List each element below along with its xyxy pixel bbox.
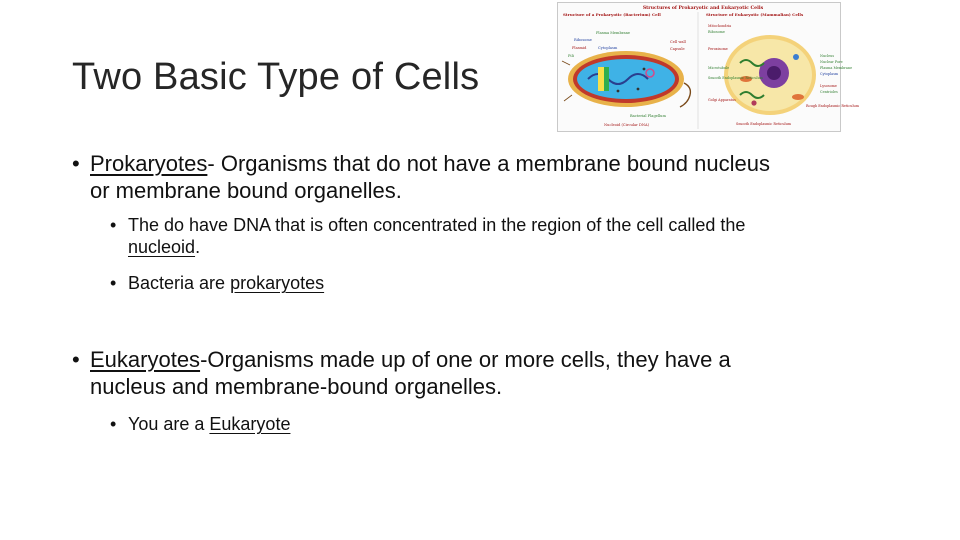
prok-label-pili: Pili [568,54,574,58]
term-nucleoid: nucleoid [128,237,196,257]
term-eukaryote: Eukaryote [209,414,291,434]
euk-label-mitochondria: Mitochondria [708,24,732,28]
euk-label-golgi: Golgi Apparatus [708,98,736,102]
euk-label-nucleus: Nucleus [820,54,835,58]
prok-label-ribosome: Ribosome [574,38,592,42]
euk-label-microtubule: Microtubule [708,66,730,70]
prok-label-cell-wall: Cell wall [670,40,686,44]
sub-bullet-dot: • [110,273,117,293]
sub-bullet-nucleoid-line2: nucleoid. [128,237,201,257]
diagram-heading: Structures of Prokaryotic and Eukaryotic Cells [642,6,764,11]
bullet-dot: • [72,347,80,372]
euk-label-smooth-er-bottom: Smooth Endoplasmic Reticulum [736,122,791,126]
prokaryotes-definition: - Organisms that do not have a membrane bound nucleus [207,151,770,176]
bullet-eukaryotes-line2: nucleus and membrane-bound organelles. [90,374,503,399]
euk-label-plasma-membrane: Plasma Membrane [820,66,853,70]
bullet-prokaryotes-line2: or membrane bound organelles. [90,178,402,203]
eukaryote-cell-drawing [724,35,816,115]
euk-label-nuclear-pore: Nuclear Pore [820,60,843,64]
diagram-right-caption: Structure of Eukaryotic (Mammalian) Cells [706,12,804,17]
sub-bullet-dot: • [110,414,117,434]
prokaryote-cell-drawing [562,51,690,107]
bullet-prokaryotes-line1 [90,150,920,177]
euk-label-lysosome: Lysosome [820,84,837,88]
sub-bullet-dot: • [110,215,117,235]
prok-label-plasma-membrane: Plasma Membrane [596,31,631,35]
euk-label-ribosome: Ribosome [708,30,725,34]
euk-label-cytoplasm: Cytoplasm [820,72,839,76]
prok-label-cytoplasm: Cytoplasm [598,46,618,50]
euk-label-smooth-er: Smooth Endoplasmic Reticulum [708,76,763,80]
euk-label-rough-er: Rough Endoplasmic Reticulum [806,104,859,108]
sub-bullet-nucleoid [110,214,918,258]
bacteria-text: Bacteria are [128,273,231,293]
eukaryotes-definition: -Organisms made up of one or more cells, they have a [200,347,731,372]
term-eukaryotes: Eukaryotes [90,347,201,372]
diagram-left-caption: Structure of a Prokaryotic (Bacterium) Cell [563,12,661,17]
bullet-eukaryotes [72,346,920,400]
euk-label-peroxisome: Peroxisome [708,47,728,51]
prok-label-plasmid: Plasmid [572,46,587,50]
you-are-text: You are a [128,414,210,434]
slide-title: Two Basic Type of Cells [72,56,480,98]
sub-bullet-bacteria [110,272,918,294]
bullet-dot: • [72,151,80,176]
euk-label-centrioles: Centrioles [820,90,838,94]
sub-bullet-you-eukaryote [110,413,918,435]
cell-diagram-image [557,2,859,132]
prok-label-nucleoid: Nucleoid (Circular DNA) [604,123,650,127]
bullet-prokaryotes [72,150,920,204]
prok-label-capsule: Capsule [670,47,685,51]
prok-label-flagellum: Bacterial Flagellum [630,114,666,118]
bullet-eukaryotes-line1 [90,346,920,373]
term-prokaryotes-link: prokaryotes [230,273,325,293]
sub-bullet-nucleoid-line1: The do have DNA that is often concentrated in the region of the cell called the [128,215,746,235]
term-prokaryotes: Prokaryotes [90,151,208,176]
